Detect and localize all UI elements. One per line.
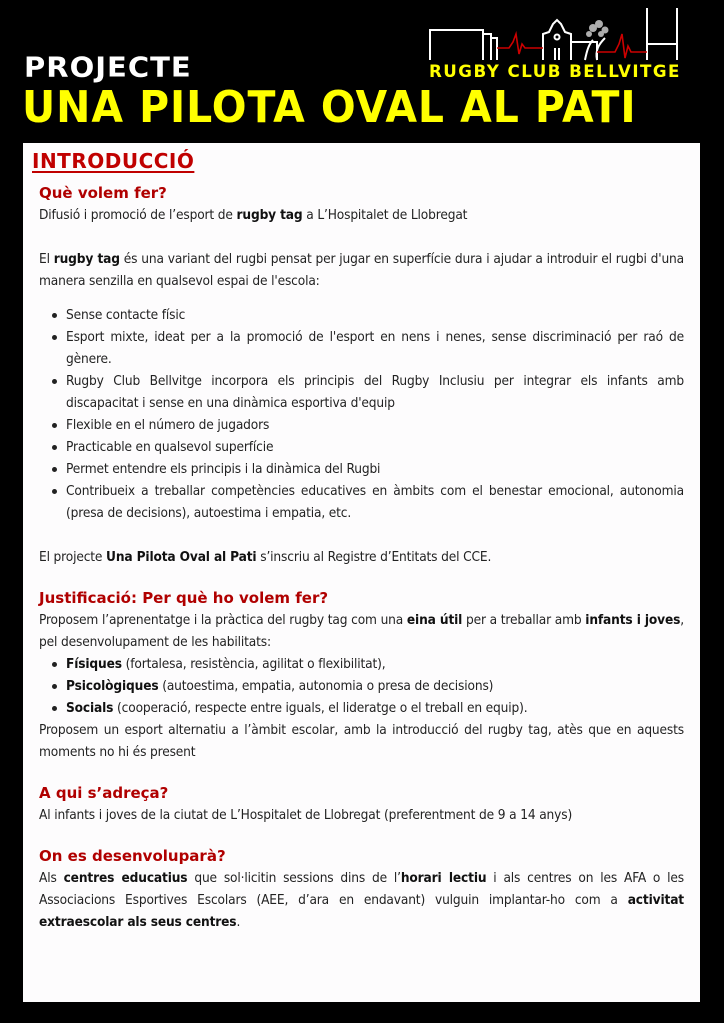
project-title: UNA PILOTA OVAL AL PATI [22,82,637,133]
text: (autoestima, empatia, autonomia o presa de decisions) [158,678,494,694]
section-why [39,587,684,763]
bold-text: eina útil [406,612,463,628]
where-paragraph-1 [39,867,684,933]
what-paragraph-1 [39,204,684,226]
bold-text: Una Pilota Oval al Pati [106,549,257,565]
text: . [236,914,241,930]
text: Proposem l’aprenentatge i la pràctica del rugby tag com una [39,612,407,628]
bold-text: centres educatius [63,870,188,886]
section-title-what: Què volem fer? [39,184,167,202]
bold-text: rugby tag [236,207,303,223]
why-paragraph-2: Proposem un esport alternatiu a l’àmbit escolar, amb la introducció del rugby tag, atès que en aquests moments no hi és present [39,722,684,760]
section-who [39,782,684,826]
what-paragraph-3 [39,546,684,568]
intro-heading: INTRODUCCIÓ [32,149,195,173]
project-kicker: PROJECTE [24,50,192,84]
club-logo [425,4,690,84]
why-paragraph-1 [39,609,684,653]
content-panel [23,143,700,1002]
list-item: Rugby Club Bellvitge incorpora els principis del Rugby Inclusiu per integrar els infants amb discapacitat i sense en una dinàmica esportiva d'equip [49,370,684,414]
text: a L’Hospitalet de Llobregat [302,207,468,223]
bold-text: activitat extraescolar als seus centres [39,892,684,930]
list-item: Practicable en qualsevol superfície [49,436,684,458]
spacer [39,524,684,546]
list-item [49,675,684,697]
bold-text: infants i joves [585,612,681,628]
text: El [39,251,54,267]
section-where [39,845,684,933]
text: per a treballar amb [462,612,586,628]
text: El projecte [39,549,107,565]
rugby-club-bellvitge-logo-icon [425,4,690,64]
spacer [39,763,684,782]
club-name: RUGBY CLUB BELLVITGE [429,62,681,82]
text: Difusió i promoció de l’esport de [39,207,237,223]
section-title-who: A qui s’adreça? [39,784,169,802]
bold-text: Físiques [66,656,122,672]
text: Als [39,870,64,886]
skills-list [49,653,684,719]
list-item: Esport mixte, ideat per a la promoció de l'esport en nens i nenes, sense discriminació per raó de gènere. [49,326,684,370]
bold-text: rugby tag [53,251,120,267]
list-item: Contribueix a treballar competències educatives en àmbits com el benestar emocional, autonomia (presa de decisions), autoestima i empatia, etc. [49,480,684,524]
what-paragraph-2 [39,248,684,292]
text: (cooperació, respecte entre iguals, el lideratge o el treball en equip). [113,700,528,716]
section-title-why: Justificació: Per què ho volem fer? [39,589,329,607]
features-list [49,304,684,524]
list-item: Permet entendre els principis i la dinàmica del Rugbi [49,458,684,480]
bold-text: Psicològiques [66,678,159,694]
spacer [39,568,684,587]
spacer [39,226,684,248]
list-item: Flexible en el número de jugadors [49,414,684,436]
text: , pel desenvolupament de les habilitats: [39,612,684,650]
list-item: Sense contacte físic [49,304,684,326]
spacer [39,826,684,845]
text: (fortalesa, resistència, agilitat o flexibilitat), [121,656,386,672]
bold-text: horari lectiu [400,870,487,886]
bold-text: Socials [66,700,114,716]
page-header [0,0,724,143]
text: és una variant del rugbi pensat per jugar en superfície dura i ajudar a introduir el rugbi d'una manera senzilla en qualsevol espai de l'escola: [39,251,684,289]
list-item [49,697,684,719]
text: que sol·licitin sessions dins de l’ [187,870,401,886]
list-item [49,653,684,675]
section-title-where: On es desenvoluparà? [39,847,226,865]
who-paragraph-1: Al infants i joves de la ciutat de L’Hospitalet de Llobregat (preferentment de 9 a 14 anys) [39,807,573,823]
text: i als centres on les AFA o les Associacions Esportives Escolars (AEE, d’ara en endavant) vulguin implantar-ho com a [39,870,684,908]
text: s’inscriu al Registre d’Entitats del CCE. [256,549,492,565]
section-what [39,182,684,568]
